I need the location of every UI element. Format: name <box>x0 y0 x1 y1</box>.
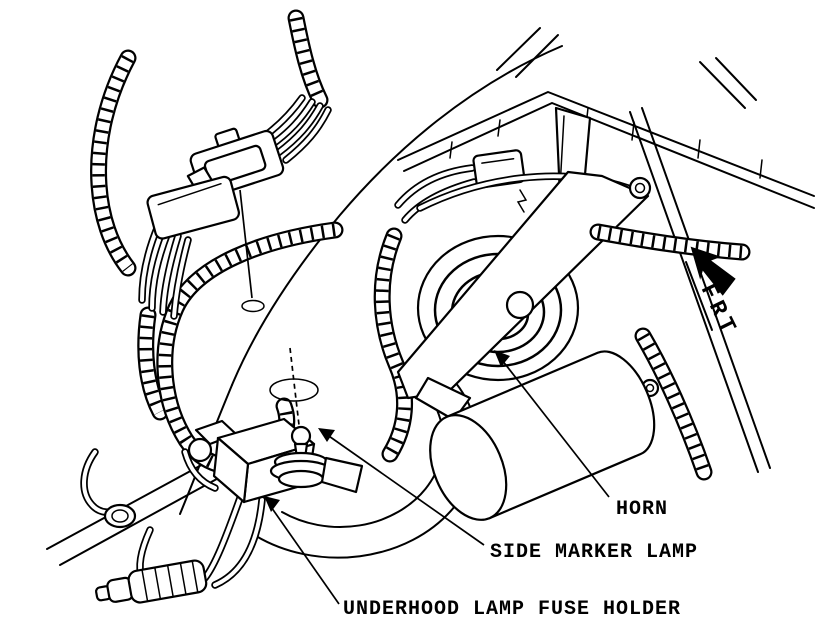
horn-bracket-bolt <box>630 178 650 198</box>
underhood-lamp-plug <box>94 559 208 610</box>
side-marker-leader-arrowhead <box>318 428 335 442</box>
harness-loom-far-left <box>99 58 128 268</box>
harness-loom-right <box>598 232 742 252</box>
fuse-holder-leader-line <box>264 496 339 604</box>
harness-grommet-ring <box>105 505 135 527</box>
fuse-holder-leader-arrowhead <box>264 496 280 512</box>
side-marker-lamp-label: SIDE MARKER LAMP <box>490 541 699 564</box>
underhood-lamp-fuse-holder-label: UNDERHOOD LAMP FUSE HOLDER <box>343 598 682 621</box>
harness-loom-center <box>382 236 404 454</box>
frt-label: FRT <box>694 279 743 342</box>
horn-label: HORN <box>616 498 669 521</box>
grommet-hole <box>242 301 264 312</box>
lamp-bulb <box>292 427 310 445</box>
harness-loom-top <box>296 18 320 100</box>
